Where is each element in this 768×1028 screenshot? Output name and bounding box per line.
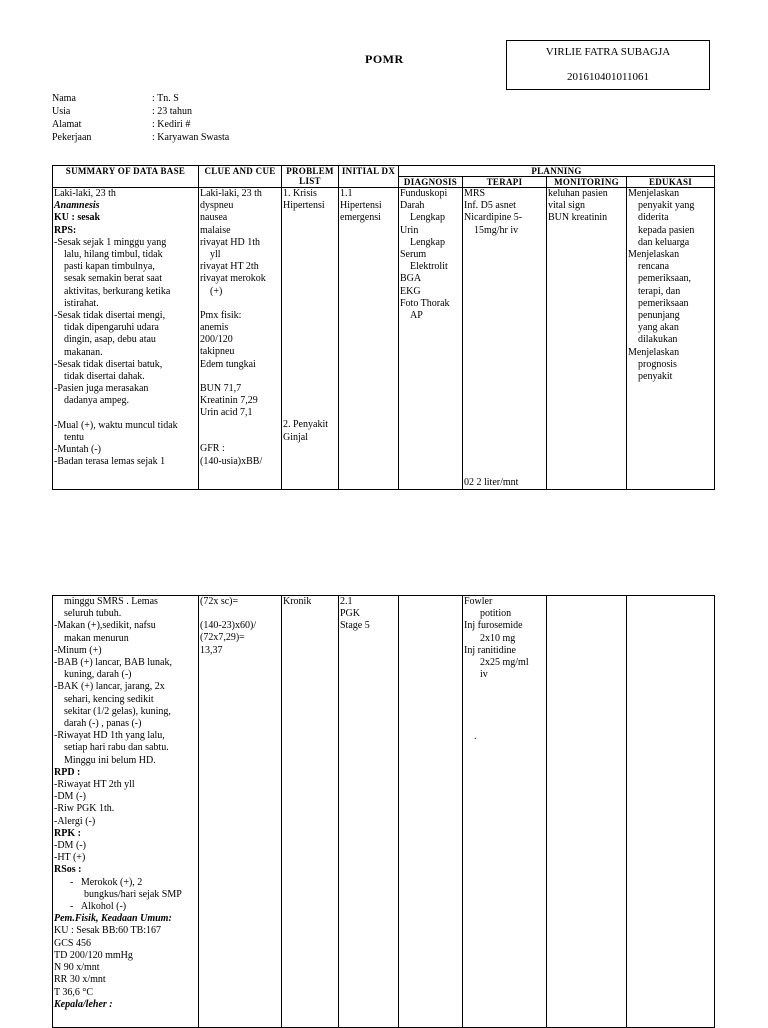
problem-cell (282, 188, 339, 490)
header-problem: PROBLEM LIST (282, 166, 339, 188)
edukasi-line: rencana (638, 261, 670, 273)
header-diagnosis: DIAGNOSIS (399, 177, 463, 188)
clue-line: (140-23)x60)/ (200, 620, 257, 632)
monitoring-line: vital sign (548, 200, 585, 212)
terapi-line: Inj ranitidine (464, 644, 516, 656)
edukasi-line: penyakit yang (638, 200, 695, 212)
identity-value: : 23 tahun (152, 106, 192, 117)
terapi-line: Fowler (464, 596, 493, 607)
bullet-dash: - (70, 876, 81, 888)
terapi-cell (463, 188, 547, 490)
initial-line: emergensi (340, 212, 381, 224)
diagnosis-line: Foto Thorak (400, 297, 450, 309)
terapi-line: 15mg/hr iv (474, 224, 519, 236)
edukasi-line: dilakukan (638, 334, 678, 346)
pomr-table-page-1 (52, 165, 715, 490)
summary-line: tidak disertai dahak. (64, 371, 145, 383)
summary-line: -Mual (+), waktu muncul tidak (54, 419, 178, 431)
edukasi-cell (627, 188, 715, 490)
clue-line: Edem tungkai (200, 358, 256, 370)
summary-line: T 36,6 °C (54, 986, 94, 998)
summary-cell (53, 188, 199, 490)
pomr-table-page-2 (52, 595, 715, 1028)
problem-line: Kronik (283, 596, 312, 607)
clue-line: 13,37 (200, 644, 223, 656)
clue-line: (+) (210, 285, 223, 297)
clue-line: BUN 71,7 (200, 382, 242, 394)
edukasi-line: penyakit (638, 371, 673, 383)
initial-line: Hipertensi (340, 200, 382, 212)
summary-line: RR 30 x/mnt (54, 974, 106, 986)
summary-line: darah (-) , panas (-) (64, 718, 142, 730)
summary-line: Laki-laki, 23 th (54, 188, 116, 199)
summary-line: sekitar (1/2 gelas), kuning, (64, 705, 171, 717)
clue-cell (199, 188, 282, 490)
initial-line: PGK (340, 608, 361, 620)
summary-line: -BAK (+) lancar, jarang, 2x (54, 681, 165, 693)
edukasi-line: Menjelaskan (628, 188, 680, 199)
summary-line: -Riwayat HD 1th yang lalu, (54, 730, 165, 742)
student-nim: 201610401011061 (566, 71, 650, 83)
monitoring-cell (547, 188, 627, 490)
summary-line: KU : Sesak BB:60 TB:167 (54, 925, 162, 937)
summary-line: -HT (+) (54, 852, 86, 864)
clue-line: Laki-laki, 23 th (200, 188, 262, 199)
monitoring-line: keluhan pasien (548, 188, 608, 199)
summary-line: makan menurun (64, 632, 129, 644)
summary-line: seluruh tubuh. (64, 608, 122, 620)
edukasi-line: diderita (638, 212, 669, 224)
terapi-line: iv (480, 669, 488, 681)
summary-line: -Alergi (-) (54, 815, 96, 827)
diagnosis-line: BGA (400, 273, 422, 285)
clue-line: 200/120 (200, 334, 233, 346)
header-monitoring: MONITORING (547, 177, 627, 188)
summary-line: setiap hari rabu dan sabtu. (64, 742, 169, 754)
clue-line: takipneu (200, 346, 235, 358)
problem-line: Ginjal (283, 431, 308, 443)
clue-line: Pmx fisik: (200, 309, 242, 321)
clue-line: (72x7,29)= (200, 632, 245, 644)
edukasi-line: terapi, dan (638, 285, 681, 297)
clue-line: nausea (200, 212, 228, 224)
page-title: POMR (365, 52, 404, 66)
summary-line: RPD : (54, 766, 81, 778)
summary-text: Merokok (+), 2 (80, 876, 143, 888)
terapi-line: Inf. D5 asnet (464, 200, 516, 212)
problem-line: Hipertensi (283, 200, 325, 212)
edukasi-line: kepada pasien (638, 224, 695, 236)
clue-line: rivayat HT 2th (200, 261, 259, 273)
header-terapi: TERAPI (463, 177, 547, 188)
summary-line: RPS: (54, 224, 77, 236)
clue-line: Kreatinin 7,29 (200, 395, 258, 407)
summary-line: -Sesak tidak disertai mengi, (54, 310, 166, 322)
diagnosis-line: AP (410, 310, 423, 322)
edukasi-line: Menjelaskan (628, 249, 680, 261)
clue-line: GFR : (200, 443, 225, 455)
diagnosis-line: EKG (400, 285, 421, 297)
clue-line: malaise (200, 224, 231, 236)
terapi-line: MRS (464, 188, 486, 199)
diagnosis-line: Funduskopi (400, 188, 448, 199)
terapi-line: 02 2 liter/mnt (464, 476, 519, 488)
edukasi-line: dan keluarga (638, 236, 690, 248)
header-planning: PLANNING (399, 166, 715, 177)
summary-text: Alkohol (-) (80, 901, 127, 913)
summary-line: -Muntah (-) (54, 444, 101, 456)
clue-line: anemis (200, 322, 229, 334)
summary-line: -Riw PGK 1th. (54, 803, 115, 815)
summary-line: -Makan (+),sedikit, nafsu (54, 620, 156, 632)
edukasi-cell (627, 596, 715, 1028)
summary-line: GCS 456 (54, 937, 91, 949)
summary-line: -Minum (+) (54, 644, 102, 656)
initial-line: Stage 5 (340, 620, 370, 632)
summary-line: -Pasien juga merasakan (54, 383, 149, 395)
clue-line: (140-usia)xBB/ (200, 455, 263, 467)
diagnosis-line: Urin (400, 224, 419, 236)
summary-line: Anamnesis (54, 200, 100, 212)
terapi-line: potition (480, 608, 512, 620)
header-clue: CLUE AND CUE (199, 166, 282, 188)
summary-line: aktivitas, berkurang ketika (64, 285, 171, 297)
monitoring-cell (547, 596, 627, 1028)
initial-dx-cell (339, 188, 399, 490)
summary-line: minggu SMRS . Lemas (64, 596, 158, 607)
diagnosis-line: Elektrolit (410, 261, 448, 273)
clue-line: Urin acid 7,1 (200, 407, 253, 419)
summary-line: bungkus/hari sejak SMP (84, 888, 182, 900)
terapi-dot: . (474, 731, 477, 743)
header-summary: SUMMARY OF DATA BASE (53, 166, 199, 188)
summary-cell (53, 596, 199, 1028)
initial-line: 1.1 (340, 188, 353, 199)
edukasi-line: Menjelaskan (628, 346, 680, 358)
diagnosis-line: Lengkap (410, 236, 445, 248)
problem-cell (282, 596, 339, 1028)
problem-line: 2. Penyakit (283, 419, 328, 431)
summary-line: TD 200/120 mmHg (54, 949, 133, 961)
identity-label: Nama (52, 93, 76, 104)
summary-line: Minggu ini belum HD. (64, 754, 156, 766)
diagnosis-line: Darah (400, 200, 425, 212)
summary-line: KU : sesak (54, 212, 101, 224)
summary-line: -DM (-) (54, 791, 86, 803)
initial-line: 2.1 (340, 596, 353, 607)
identity-label: Alamat (52, 119, 82, 130)
summary-line: RPK : (54, 827, 81, 839)
monitoring-line: BUN kreatinin (548, 212, 608, 224)
terapi-cell (463, 596, 547, 1028)
summary-line (54, 877, 197, 889)
student-name: VIRLIE FATRA SUBAGJA (545, 46, 671, 58)
identity-value: : Karyawan Swasta (152, 132, 230, 143)
clue-line: yll (210, 249, 221, 261)
summary-line: tentu (64, 431, 84, 443)
summary-line: istirahat. (64, 297, 99, 309)
patient-identity (52, 92, 229, 144)
edukasi-line: pemeriksaan (638, 297, 689, 309)
edukasi-line: penunjang (638, 310, 680, 322)
diagnosis-line: Lengkap (410, 212, 445, 224)
terapi-line: Inj furosemide (464, 620, 523, 632)
summary-line: sesak semakin berat saat (64, 273, 163, 285)
initial-dx-cell (339, 596, 399, 1028)
summary-line: makanan. (64, 346, 103, 358)
diagnosis-line: Serum (400, 249, 427, 261)
summary-line: Kepala/leher : (54, 998, 113, 1010)
edukasi-line: yang akan (638, 322, 679, 334)
summary-line: lalu, hilang timbul, tidak (64, 249, 163, 261)
summary-line: pasti kapan timbulnya, (64, 261, 155, 273)
bullet-dash: - (70, 901, 81, 913)
summary-line: kuning, darah (-) (64, 669, 132, 681)
summary-line: -Sesak tidak disertai batuk, (54, 358, 163, 370)
header-edukasi: EDUKASI (627, 177, 715, 188)
summary-line: dingin, asap, debu atau (64, 334, 156, 346)
summary-line: -Riwayat HT 2th yll (54, 779, 135, 791)
clue-cell (199, 596, 282, 1028)
summary-line: -Badan terasa lemas sejak 1 (54, 456, 166, 468)
summary-line: Pem.Fisik, Keadaan Umum: (54, 913, 172, 925)
problem-line: 1. Krisis (283, 188, 317, 199)
summary-line: tidak dipengaruhi udara (64, 322, 159, 334)
edukasi-line: pemeriksaan, (638, 273, 692, 285)
student-box (506, 40, 710, 90)
identity-label: Usia (52, 106, 71, 117)
diagnosis-cell (399, 596, 463, 1028)
summary-line: RSos : (54, 864, 82, 876)
summary-line: N 90 x/mnt (54, 962, 100, 974)
clue-line: rivayat HD 1th (200, 236, 260, 248)
diagnosis-cell (399, 188, 463, 490)
terapi-line: 2x10 mg (480, 632, 516, 644)
identity-value: : Tn. S (152, 93, 179, 104)
summary-line: -Sesak sejak 1 minggu yang (54, 236, 167, 248)
terapi-line: 2x25 mg/ml (480, 657, 529, 669)
summary-line: sehari, kencing sedikit (64, 693, 154, 705)
summary-line: -DM (-) (54, 840, 86, 852)
summary-line: -BAB (+) lancar, BAB lunak, (54, 657, 172, 669)
summary-line (54, 901, 197, 913)
identity-value: : Kediri # (152, 119, 191, 130)
edukasi-line: prognosis (638, 358, 677, 370)
summary-line: dadanya ampeg. (64, 395, 129, 407)
header-initial: INITIAL DX (339, 166, 399, 188)
identity-label: Pekerjaan (52, 132, 92, 143)
clue-line: dyspneu (200, 200, 234, 212)
terapi-line: Nicardipine 5- (464, 212, 523, 224)
clue-line: rivayat merokok (200, 273, 266, 285)
clue-line: (72x sc)= (200, 596, 239, 607)
